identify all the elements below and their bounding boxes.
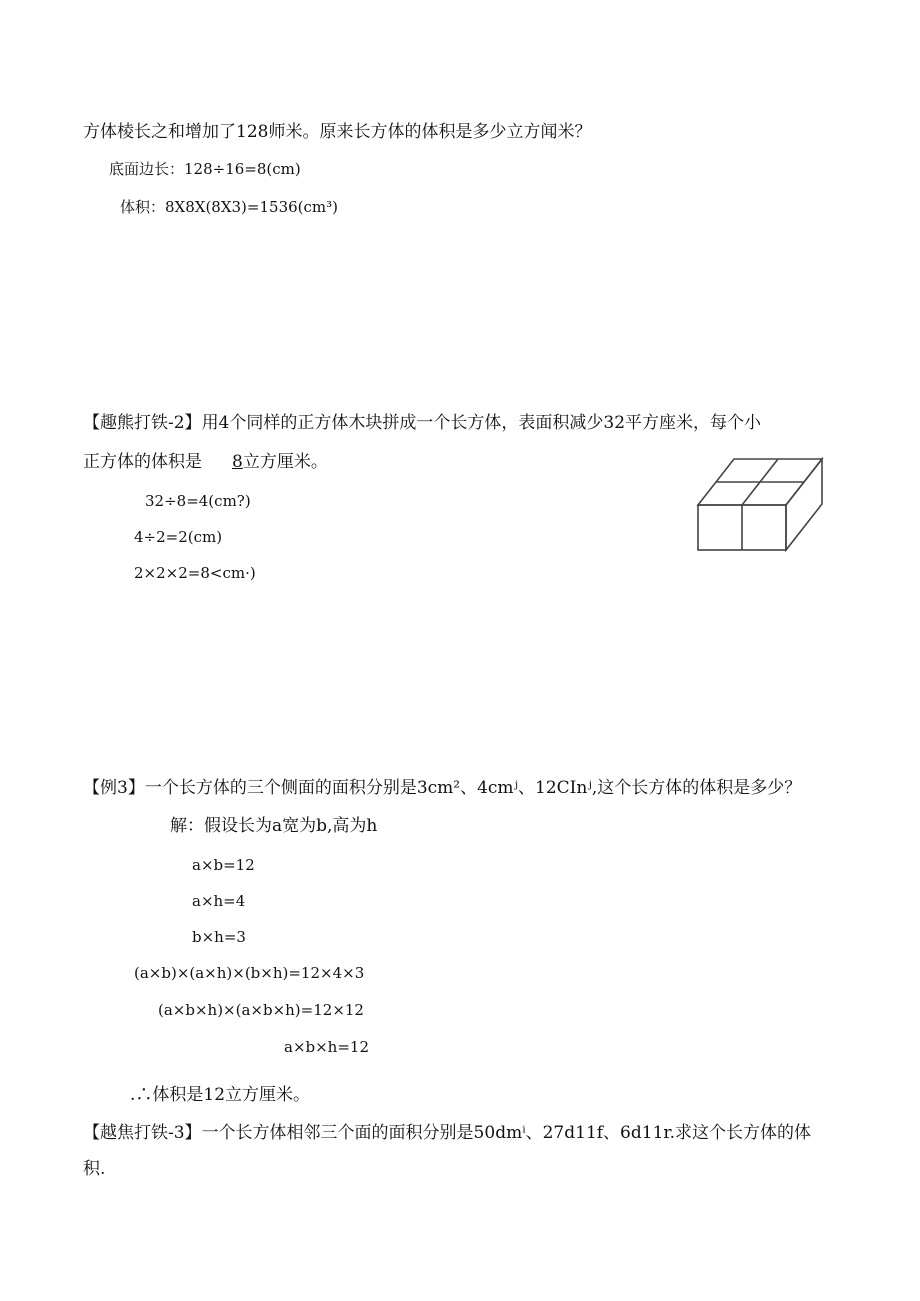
equation: a×h=4: [192, 892, 246, 910]
equation: (a×b×h)×(a×b×h)=12×12: [158, 1001, 364, 1019]
cuboid-figure: [694, 455, 828, 555]
cuboid-side-face: [786, 459, 822, 550]
exercise-2-text-prefix: 正方体的体积是: [83, 452, 202, 472]
exercise-3-text: 一个长方体相邻三个面的面积分别是50dmⁱ、27d11f、6d11r.求这个长方体的体: [201, 1123, 812, 1143]
example-3-heading: [83, 780, 801, 797]
equation: a×b=12: [192, 856, 255, 874]
solution-step: 32÷8=4(cm?): [145, 492, 251, 510]
equation: a×b×h=12: [284, 1038, 369, 1056]
example-3-title: 【例3】: [83, 778, 145, 798]
exercise-2-title: 【趣熊打铁-2】: [83, 413, 202, 433]
problem-text-line: 方体棱长之和增加了128师米。原来长方体的体积是多少立方闻米？: [83, 122, 592, 142]
solution-intro: 解：假设长为a宽为b,高为h: [170, 816, 378, 836]
solution-step: 2×2×2=8<cm·): [134, 564, 256, 582]
exercise-3-text-line: 积.: [83, 1159, 106, 1179]
exercise-2-heading: [83, 415, 761, 432]
conclusion: .∴体积是12立方厘米。: [130, 1085, 311, 1105]
exercise-2-text-line: [83, 454, 328, 471]
solution-step: 4÷2=2(cm): [134, 528, 223, 546]
exercise-2-text: 用4个同样的正方体木块拼成一个长方体，表面积减少32平方座米，每个小: [201, 413, 762, 433]
exercise-2-answer: 8: [232, 452, 243, 472]
solution-step: 底面边长：128÷16=8(cm): [109, 160, 301, 178]
equation: b×h=3: [192, 928, 246, 946]
exercise-3-heading: [83, 1125, 811, 1142]
example-3-text: 一个长方体的三个侧面的面积分别是3cm²、4cmʲ、12CInʲ,这个长方体的体积是多少？: [144, 778, 802, 798]
exercise-3-title: 【越焦打铁-3】: [83, 1123, 202, 1143]
exercise-2-text-suffix: 立方厘米。: [242, 452, 328, 472]
solution-step: 体积：8X8X(8X3)=1536(cm³): [120, 198, 338, 216]
equation: (a×b)×(a×h)×(b×h)=12×4×3: [134, 964, 365, 982]
